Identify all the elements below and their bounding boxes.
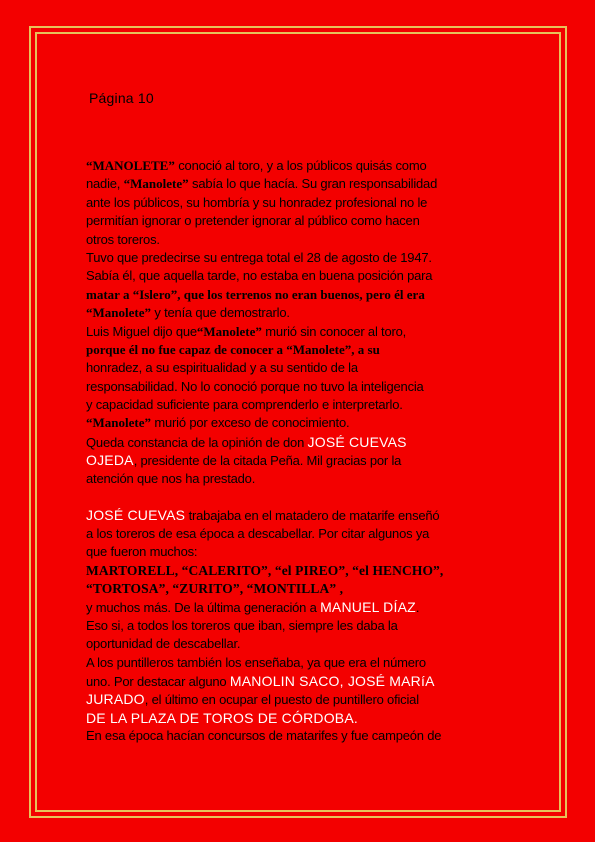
text-run: , el último en ocupar el puesto de puntillero oficial — [144, 692, 419, 708]
text-line — [86, 617, 526, 635]
text-line — [86, 672, 526, 690]
text-run: uno. Por destacar alguno — [86, 673, 230, 689]
bold-serif-text: matar a “Islero”, que los terrenos no eran buenos, pero él era — [86, 286, 425, 302]
paragraph-gap — [86, 488, 526, 506]
text-run: . — [415, 600, 420, 616]
bold-serif-text: porque él no fue capaz de conocer a “Manolete”, a su — [86, 341, 380, 357]
highlighted-name: OJEDA — [86, 452, 134, 469]
text-line — [86, 359, 526, 377]
text-line — [86, 212, 526, 230]
bold-serif-text: “MANOLETE” — [86, 158, 175, 173]
highlighted-name: DE LA PLAZA DE TOROS DE CÓRDOBA. — [86, 709, 358, 726]
text-run: sabía lo que hacía. Su gran responsabilidad — [188, 176, 438, 192]
text-run: trabajaba en el matadero de matarife enseñó — [185, 508, 440, 524]
text-line — [86, 286, 526, 304]
text-run: murió por exceso de conocimiento. — [150, 415, 350, 431]
text-run: ante los públicos, su hombría y su honradez profesional no le — [86, 194, 428, 210]
text-line — [86, 562, 526, 580]
text-run: A los puntilleros también los enseñaba, ya que era el número — [86, 654, 426, 670]
text-run: honradez, a su espiritualidad y a su sentido de la — [86, 360, 358, 376]
highlighted-name: JOSÉ CUEVAS — [86, 507, 186, 524]
text-run: responsabilidad. No lo conoció porque no tuvo la inteligencia — [86, 378, 424, 394]
highlighted-name: MANUEL DÍAZ — [320, 599, 416, 616]
bold-serif-text: “Manolete” — [196, 323, 262, 339]
text-line — [86, 506, 526, 524]
text-run: Queda constancia de la opinión de don — [86, 434, 308, 450]
text-run: a los toreros de esa época a descabellar. Por citar algunos ya — [86, 525, 430, 541]
text-line — [86, 175, 526, 193]
text-line — [86, 267, 526, 285]
body-text — [86, 157, 526, 746]
text-run: y tenía que demostrarlo. — [150, 305, 290, 321]
text-line — [86, 525, 526, 543]
text-line — [86, 323, 526, 341]
text-line — [86, 635, 526, 653]
text-line — [86, 598, 526, 616]
text-line — [86, 231, 526, 249]
text-run: y muchos más. De la última generación a — [86, 600, 321, 616]
bold-serif-text: MARTORELL, “CALERITO”, “el PIREO”, “el HENCHO”, — [86, 562, 444, 578]
highlighted-name: JURADO — [86, 691, 145, 708]
text-line — [86, 690, 526, 708]
text-line — [86, 249, 526, 267]
text-run: Sabía él, que aquella tarde, no estaba en buena posición para — [86, 268, 433, 284]
text-line — [86, 341, 526, 359]
text-run: Luis Miguel dijo que — [86, 323, 197, 339]
text-line — [86, 433, 526, 451]
page-number: Página 10 — [89, 90, 154, 106]
text-line — [86, 470, 526, 488]
bold-serif-text: “TORTOSA”, “ZURITO”, “MONTILLA” , — [86, 580, 344, 596]
text-run: atención que nos ha prestado. — [86, 470, 256, 486]
text-line — [86, 396, 526, 414]
text-run: que fueron muchos: — [86, 544, 198, 560]
text-run: , presidente de la citada Peña. Mil gracias por la — [133, 453, 402, 469]
text-line — [86, 414, 526, 432]
bold-serif-text: “Manolete” — [86, 415, 151, 431]
text-run: murió sin conocer al toro, — [261, 323, 407, 339]
text-line — [86, 451, 526, 469]
text-run: Eso si, a todos los toreros que iban, siempre les daba la — [86, 617, 398, 633]
text-line — [86, 157, 526, 175]
text-run: permitían ignorar o pretender ignorar al público como hacen — [86, 213, 420, 229]
bold-serif-text: “Manolete” — [123, 176, 189, 192]
text-run: oportunidad de descabellar. — [86, 636, 241, 652]
highlighted-name: JOSÉ CUEVAS — [307, 433, 407, 450]
text-line — [86, 580, 526, 598]
text-line — [86, 304, 526, 322]
text-run: y capacidad suficiente para comprenderlo e interpretarlo. — [86, 397, 403, 413]
text-line — [86, 378, 526, 396]
text-run: Tuvo que predecirse su entrega total el 28 de agosto de 1947. — [86, 249, 432, 265]
text-run: conoció al toro, y a los públicos quisás como — [174, 158, 427, 173]
text-line — [86, 654, 526, 672]
text-line — [86, 194, 526, 212]
bold-serif-text: “Manolete” — [86, 305, 151, 321]
text-run: En esa época hacían concursos de matarifes y fue campeón de — [86, 728, 442, 744]
highlighted-name: MANOLIN SACO, JOSÉ MARíA — [229, 672, 435, 689]
text-line — [86, 543, 526, 561]
text-line — [86, 709, 526, 727]
text-run: nadie, — [86, 176, 124, 192]
text-line — [86, 727, 526, 745]
text-run: otros toreros. — [86, 231, 160, 247]
